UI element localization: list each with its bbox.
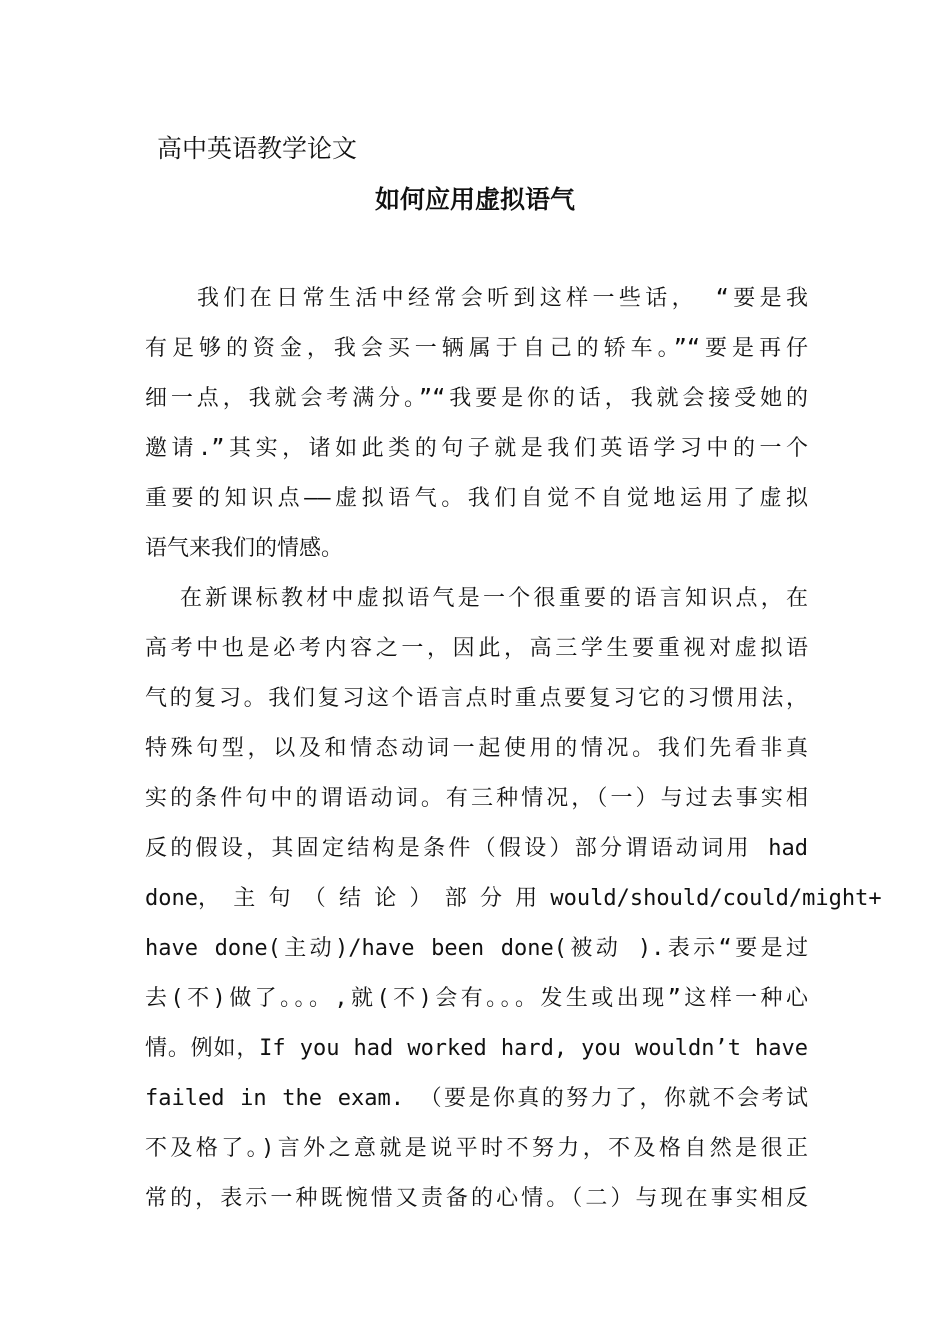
- body-line: 邀请.”其实，诸如此类的句子就是我们英语学习中的一个: [145, 436, 808, 461]
- body-line: 不及格了。)言外之意就是说平时不努力，不及格自然是很正: [145, 1136, 808, 1161]
- body-line: 实的条件句中的谓语动词。有三种情况，（一）与过去事实相: [145, 786, 808, 811]
- document-title: 如何应用虚拟语气: [374, 185, 575, 214]
- body-line: done， 主 句 （ 结 论 ） 部 分 用 would/should/could/might+: [145, 886, 882, 911]
- body-line: 高考中也是必考内容之一，因此，高三学生要重视对虚拟语: [145, 636, 808, 661]
- body-line: 有足够的资金，我会买一辆属于自己的轿车。”“要是再仔: [145, 336, 808, 361]
- body-line: failed in the exam. （要是你真的努力了，你就不会考试: [145, 1086, 808, 1111]
- body-line: 去(不)做了。。。,就(不)会有。。。发生或出现”这样一种心: [145, 986, 808, 1011]
- body-line: 情。例如，If you had worked hard, you wouldn’t have: [145, 1036, 808, 1061]
- body-line: 特殊句型，以及和情态动词一起使用的情况。我们先看非真: [145, 736, 808, 761]
- body-line: 反的假设，其固定结构是条件（假设）部分谓语动词用 had: [145, 836, 808, 861]
- body-line: 在新课标教材中虚拟语气是一个很重要的语言知识点，在: [180, 586, 808, 611]
- document-header: 高中英语教学论文: [157, 134, 358, 163]
- body-line: 气的复习。我们复习这个语言点时重点要复习它的习惯用法，: [145, 686, 808, 711]
- body-line: have done(主动)/have been done(被动 ).表示“要是过: [145, 936, 808, 961]
- body-line: 细一点，我就会考满分。”“我要是你的话，我就会接受她的: [145, 386, 808, 411]
- body-line: 常的，表示一种既惋惜又责备的心情。（二）与现在事实相反: [145, 1186, 808, 1211]
- body-line: 重要的知识点——虚拟语气。我们自觉不自觉地运用了虚拟: [145, 486, 808, 511]
- body-line: 我们在日常生活中经常会听到这样一些话， “要是我: [197, 286, 808, 311]
- body-line: 语气来我们的情感。: [145, 536, 344, 561]
